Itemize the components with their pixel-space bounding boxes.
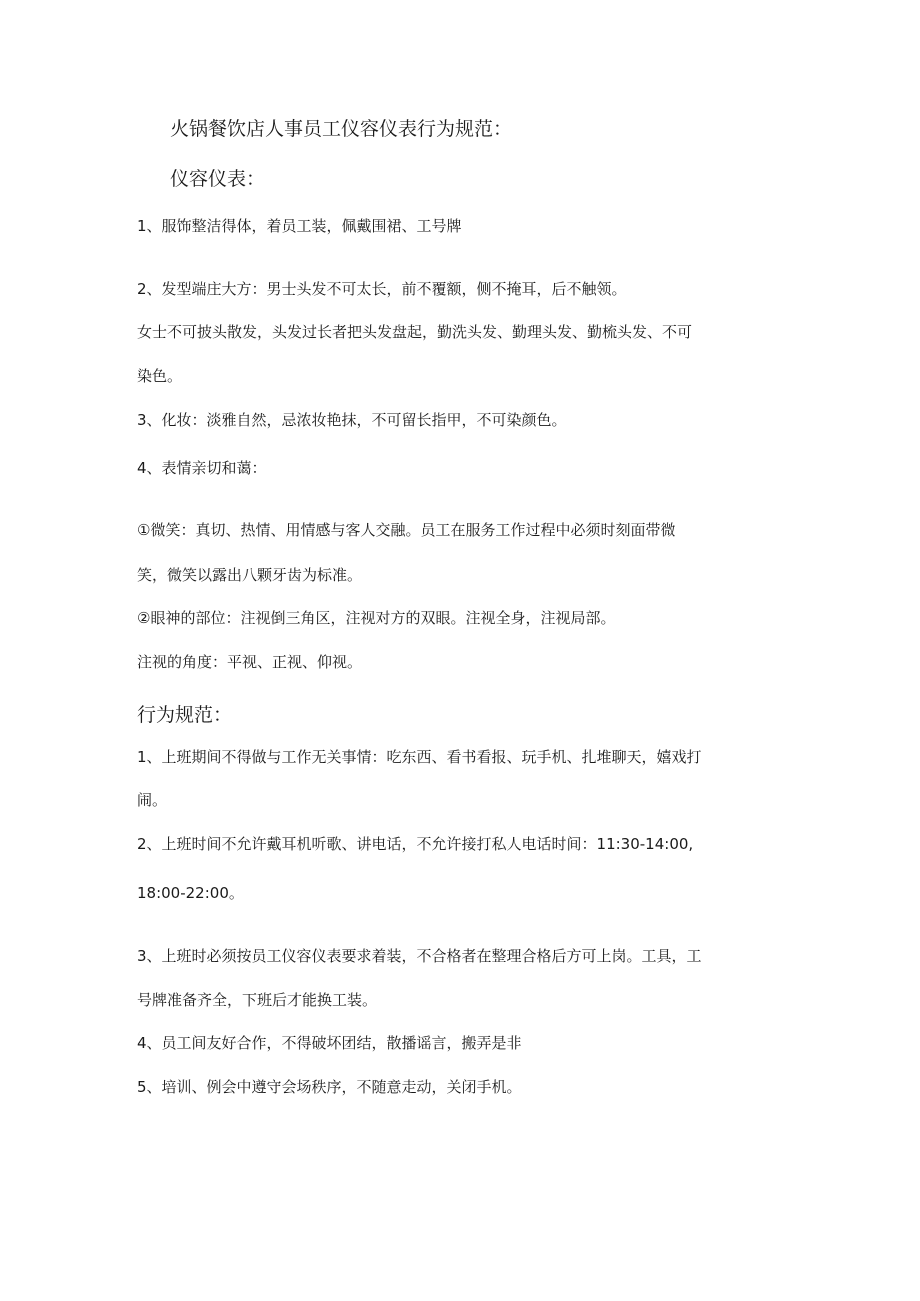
behavior-item-1-cont: 闹。 <box>137 791 168 809</box>
behavior-item-4: 4、员工间友好合作，不得破坏团结，散播谣言，搬弄是非 <box>137 1034 522 1052</box>
appearance-item-4-eyes: ②眼神的部位：注视倒三角区，注视对方的双眼。注视全身，注视局部。 <box>137 609 616 627</box>
behavior-item-2-cont: 18:00-22:00。 <box>137 884 244 902</box>
appearance-item-4-smile-cont: 笑，微笑以露出八颗牙齿为标准。 <box>137 566 363 584</box>
section-heading-appearance: 仪容仪表： <box>170 168 266 190</box>
behavior-item-3-cont: 号牌准备齐全，下班后才能换工装。 <box>137 991 378 1009</box>
appearance-item-2-cont: 女士不可披头散发，头发过长者把头发盘起，勤洗头发、勤理头发、勤梳头发、不可 <box>137 323 693 341</box>
appearance-item-4-gaze: 注视的角度：平视、正视、仰视。 <box>137 653 363 671</box>
appearance-item-2-cont2: 染色。 <box>137 367 183 385</box>
appearance-item-4-smile: ①微笑：真切、热情、用情感与客人交融。员工在服务工作过程中必须时刻面带微 <box>137 521 676 539</box>
behavior-item-3: 3、上班时必须按员工仪容仪表要求着装，不合格者在整理合格后方可上岗。工具，工 <box>137 947 702 965</box>
appearance-item-1: 1、服饰整洁得体，着员工装，佩戴围裙、工号牌 <box>137 217 462 235</box>
appearance-item-2: 2、发型端庄大方：男士头发不可太长，前不覆额，侧不掩耳，后不触领。 <box>137 280 627 298</box>
behavior-item-2: 2、上班时间不允许戴耳机听歌、讲电话，不允许接打私人电话时间：11:30-14:00, <box>137 835 694 853</box>
document-title: 火锅餐饮店人事员工仪容仪表行为规范： <box>170 118 513 140</box>
appearance-item-3: 3、化妆：淡雅自然，忌浓妆艳抹，不可留长指甲，不可染颜色。 <box>137 411 567 429</box>
behavior-item-1: 1、上班期间不得做与工作无关事情：吃东西、看书看报、玩手机、扎堆聊天，嬉戏打 <box>137 748 702 766</box>
behavior-item-5: 5、培训、例会中遵守会场秩序，不随意走动，关闭手机。 <box>137 1078 522 1096</box>
section-heading-behavior: 行为规范： <box>137 704 233 726</box>
appearance-item-4: 4、表情亲切和蔼： <box>137 459 267 477</box>
